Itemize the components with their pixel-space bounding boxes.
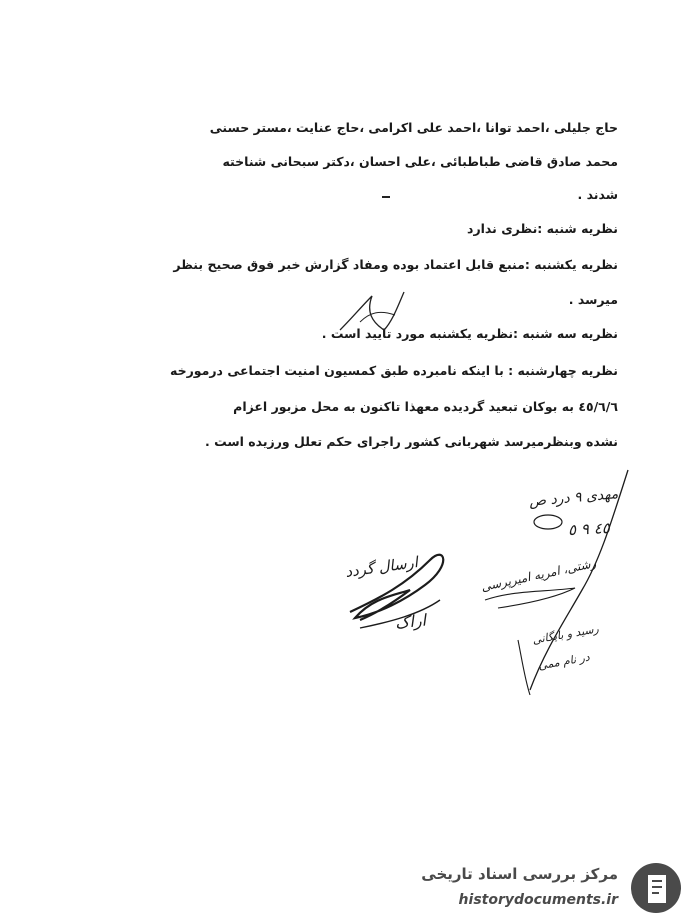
footer-url: historydocuments.ir bbox=[458, 892, 618, 908]
footer-center-name: مرکز بررسی اسناد تاریخی bbox=[421, 865, 618, 883]
typed-line-4: نظریه شنبه :نظری ندارد bbox=[467, 221, 618, 236]
bracket-line-2 bbox=[518, 640, 530, 695]
footer-watermark bbox=[405, 855, 700, 920]
handwritten-note-top: مهدی ۹ درد ص bbox=[528, 486, 619, 510]
handwritten-note-middle: رشتی، امریه امیرپرسی bbox=[479, 555, 598, 595]
typed-line-1: حاج جلیلی ،احمد توانا ،احمد علی اکرامی ،حاج عنایت ،مستر حسنی bbox=[209, 120, 618, 135]
typed-line-6: میرسد . bbox=[568, 292, 618, 307]
typed-line-10: نشده وبنظرمیرسد شهربانی کشور راجرای حکم تعلل ورزیده است . bbox=[204, 434, 618, 449]
typed-line-2: محمد صادق قاضی طباطبائی ،علی احسان ،دکتر سبحانی شناخته bbox=[222, 154, 618, 169]
typed-line-7: نظریه سه شنبه :نظریه یکشنبه مورد تایید است . bbox=[321, 326, 618, 341]
typed-line-8: نظریه چهارشنبه : با اینکه نامبرده طبق کمسیون امنیت اجتماعی درمورخه bbox=[170, 363, 618, 378]
handwritten-initials: اراک bbox=[394, 610, 427, 633]
handwritten-note-lower: رسید و بایگانی bbox=[531, 622, 600, 647]
check-mark-tail bbox=[360, 312, 395, 322]
handwritten-date: ٤٥ ٩ ٥ bbox=[567, 518, 611, 540]
archive-logo-icon bbox=[626, 859, 686, 917]
check-mark bbox=[340, 292, 404, 330]
handwritten-note-send: ارسال گردد bbox=[344, 553, 419, 581]
typed-line-3: شدند . bbox=[577, 187, 618, 202]
typed-line-5: نظریه یکشنبه :منبع قابل اعتماد بوده ومفاد گزارش خبر فوق صحیح بنظر bbox=[173, 257, 618, 272]
handwritten-note-bottom: در نام ممی bbox=[537, 650, 591, 673]
typed-line-9: ٤٥/٦/٦ به بوکان تبعید گردیده معهذا تاکنون به محل مزبور اعزام bbox=[233, 399, 618, 414]
date-scrawl bbox=[534, 515, 562, 529]
flourish bbox=[485, 588, 575, 608]
